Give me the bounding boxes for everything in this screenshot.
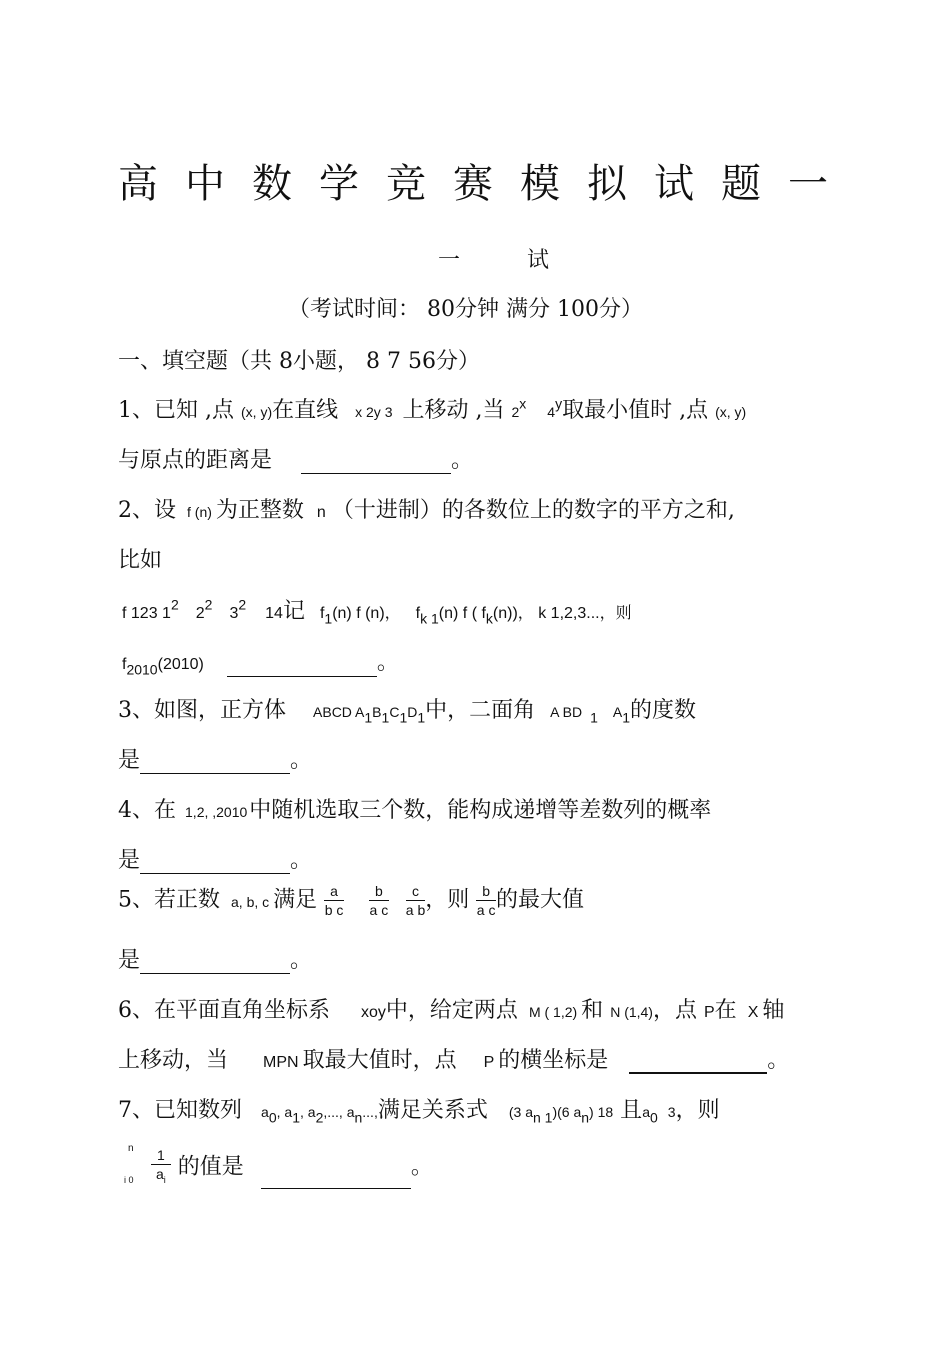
question-7: 7、已知数列 $a_0$, $a_1$, $a_2$,..., $a_n$...,满足关系式 (3 $a_{n 1})(6$ $a_n$) 18 且$a_0$ 3，则	[118, 1098, 720, 1126]
exam-subtitle: 一 试	[438, 248, 579, 273]
question-6: 6、在平面直角坐标系 xoy中，给定两点 M ( 1,2) 和 N (1,4)，点 P在 X 轴	[118, 998, 785, 1023]
question-4: 4、在 1,2, ,2010中随机选取三个数，能构成递增等差数列的概率	[118, 798, 712, 823]
answer-blank-4[interactable]	[140, 853, 290, 874]
question-3-line2: 是 。	[118, 748, 313, 773]
question-2: 2、设 f (n) 为正整数 n （十进制）的各数位上的数字的平方之和,	[118, 498, 735, 523]
answer-blank-1[interactable]	[301, 453, 451, 474]
question-6-line2: 上移动，当 MPN 取最大值时，点 P 的横坐标是 。	[118, 1048, 790, 1073]
answer-blank-6[interactable]	[629, 1052, 767, 1074]
question-7-line2: n i 0 $\frac{1}{a_i}$ 的值是 。	[126, 1146, 433, 1189]
fraction: $\frac{c}{\text{a b}}$	[405, 883, 426, 918]
question-2-line3: f 123 $1^2$ $2^2$ $3^2$ 14记 $f_1(n)$ f (n)， $f_{k 1}(n)$ f ( $f_k(n)$)， k 1,2,3...，则	[122, 596, 632, 627]
answer-blank-5[interactable]	[140, 953, 290, 974]
question-2-line2: 比如	[118, 548, 163, 573]
exam-info: （考试时间： 80分钟 满分 100分）	[288, 297, 643, 322]
question-5: 5、若正数 a, b, c 满足 $\frac{a}{\text{b c}}$ $\frac{b}{\text{a c}}$ $\frac{c}{\text{a b}}$ ，则 $\frac{b}{\text{a c}}$ 的最大值	[118, 883, 585, 918]
fraction: $\frac{a}{\text{b c}}$	[324, 883, 344, 918]
fraction: $\frac{b}{\text{a c}}$	[369, 883, 389, 918]
answer-blank-7[interactable]	[261, 1168, 411, 1189]
answer-blank-3[interactable]	[140, 753, 290, 774]
page-title: 高中数学竞赛模拟试题一	[118, 161, 855, 207]
answer-blank-2[interactable]	[227, 656, 377, 677]
question-2-line4: $f_{2010}(2010)$ 。	[122, 650, 399, 678]
question-1-line2: 与原点的距离是 。	[118, 448, 474, 473]
question-4-line2: 是 。	[118, 848, 313, 873]
question-3: 3、如图，正方体 ABCD $A_1B_1C_1D_1$中，二面角 A BD $_1$ $A_1$的度数	[118, 698, 697, 726]
question-1: 1、已知 ,点 (x, y)在直线 x 2y 3 上移动 ,当 2$^x$ 4$^y$取最小值时 ,点 (x, y)	[118, 395, 747, 423]
question-5-line2: 是 。	[118, 948, 313, 973]
section-heading: 一、填空题（共 8小题， 8 7 56分）	[118, 349, 480, 374]
fraction: $\frac{b}{\text{a c}}$	[476, 883, 496, 918]
